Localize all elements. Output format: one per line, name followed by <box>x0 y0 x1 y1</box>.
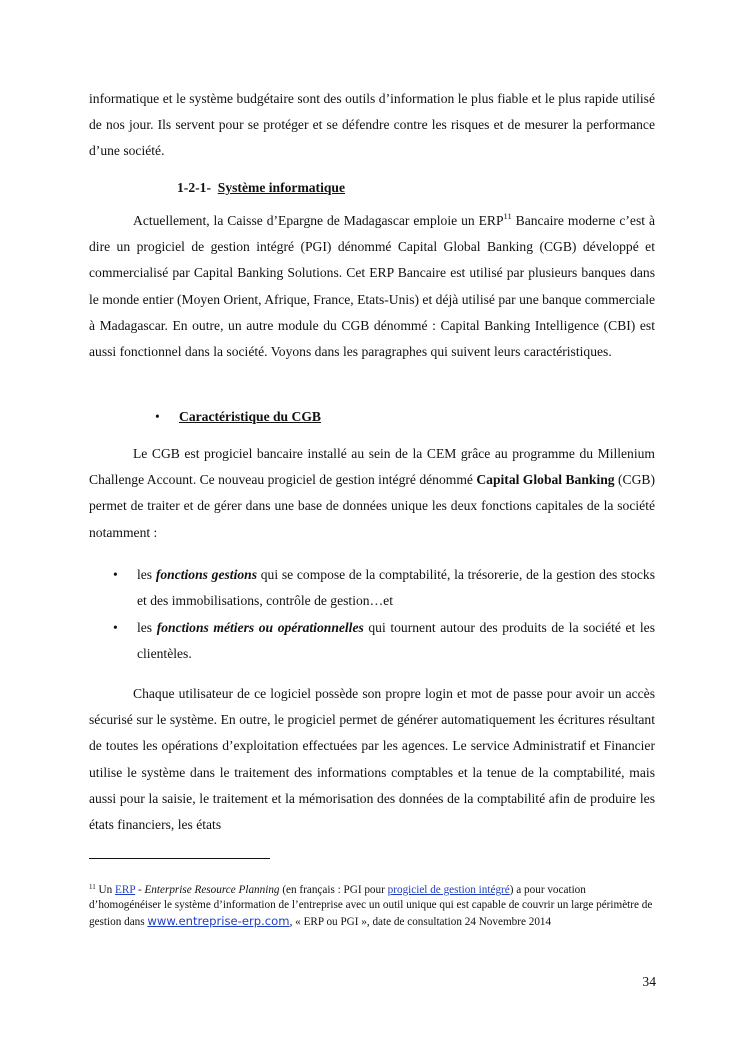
paragraph-erp-text: Actuellement, la Caisse d’Epargne de Madagascar emploie un ERP <box>133 213 504 228</box>
cgb-name: Capital Global Banking <box>476 472 615 488</box>
erp-link[interactable]: ERP <box>115 884 136 896</box>
bullet-icon: • <box>155 409 160 424</box>
pgi-link[interactable]: progiciel de gestion intégré <box>387 884 510 896</box>
list-item-text: les fonctions gestions qui se compose de la comptabilité, la trésorerie, de la gestion des stocks et des immobilisations, contrôle de gestion…et <box>137 567 655 609</box>
list-item-emphasis: fonctions gestions <box>155 567 257 582</box>
paragraph-cgb-text-cont: (CGB) permet de traiter et de gérer dans une base de données unique les deux fonctions capitales de la société notamment : <box>89 472 656 540</box>
paragraph-usage: Chaque utilisateur de ce logiciel possède son propre login et mot de passe pour avoir un accès sécurisé sur le système. En outre, le progiciel permet de générer automatiquement les écritures résultant de toutes les opérations d’exploitation effectuées par les agences. Le service Administratif et Financier utilise le système dans le traitement des informations comptables et la tenue de la comptabilité, mais aussi pour la saisie, le traitement et la mémorisation des données de la comptabilité afin de produire les états financiers, les états <box>89 686 655 833</box>
footnote-number: 11 <box>89 883 96 891</box>
paragraph-erp <box>89 208 655 365</box>
footnote-ref[interactable]: 11 <box>503 211 512 221</box>
list-item-emphasis: fonctions métiers ou opérationnelles <box>156 620 364 635</box>
footnote: $^{11}$ Un ERP - Enterprise Resource Planning (en français : PGI pour progiciel de gestion intégré) a pour vocation d’homogénéiser le système d’information de l’entreprise avec un outil unique qui est capable de couvrir un large périmètre de gestion dans www.entreprise-erp.com, « ERP ou PGI », date de consultation 24 Novembre 2014 <box>89 883 653 928</box>
paragraph-cgb <box>89 441 655 546</box>
section-title: Système informatique <box>217 180 346 195</box>
list-item-text: les fonctions métiers ou opérationnelles qui tournent autour des produits de la société et les clientèles. <box>137 620 656 662</box>
footnote-italic: Enterprise Resource Planning <box>144 884 280 896</box>
section-heading <box>177 178 345 198</box>
bullet-icon: • <box>113 620 118 635</box>
paragraph-cgb-text: Le CGB est progiciel bancaire installé au sein de la CEM grâce au programme du Millenium Challenge Account. Ce nouveau progiciel de gestion intégré dénommé <box>89 446 655 488</box>
intro-paragraph: informatique et le système budgétaire sont des outils d’information le plus fiable et le plus rapide utilisé de nos jour. Ils servent pour se protéger et se défendre contre les risques et de mesurer la performance d’une société. <box>89 91 655 159</box>
website-link[interactable]: www.entreprise-erp.com <box>147 913 290 928</box>
footnote-divider <box>89 858 270 859</box>
page-number: 34 <box>642 974 656 989</box>
paragraph-erp-text-cont: Bancaire moderne c’est à dire un progiciel de gestion intégré (PGI) dénommé Capital Global Banking (CGB) développé et commercialisé par Capital Banking Solutions. Cet ERP Bancaire est utilisé par plusieurs banques dans le monde entier (Moyen Orient, Afrique, France, Etats-Unis) et déjà utilisé par une banque commerciale à Madagascar. En outre, un autre module du CGB dénommé : Capital Banking Intelligence (CBI) est aussi fonctionnel dans la société. Voyons dans les paragraphes qui suivent leurs caractéristiques. <box>89 213 655 360</box>
subheading-title: Caractéristique du CGB <box>179 409 321 424</box>
bullet-icon: • <box>113 567 118 582</box>
section-number: 1-2-1- <box>177 180 211 195</box>
